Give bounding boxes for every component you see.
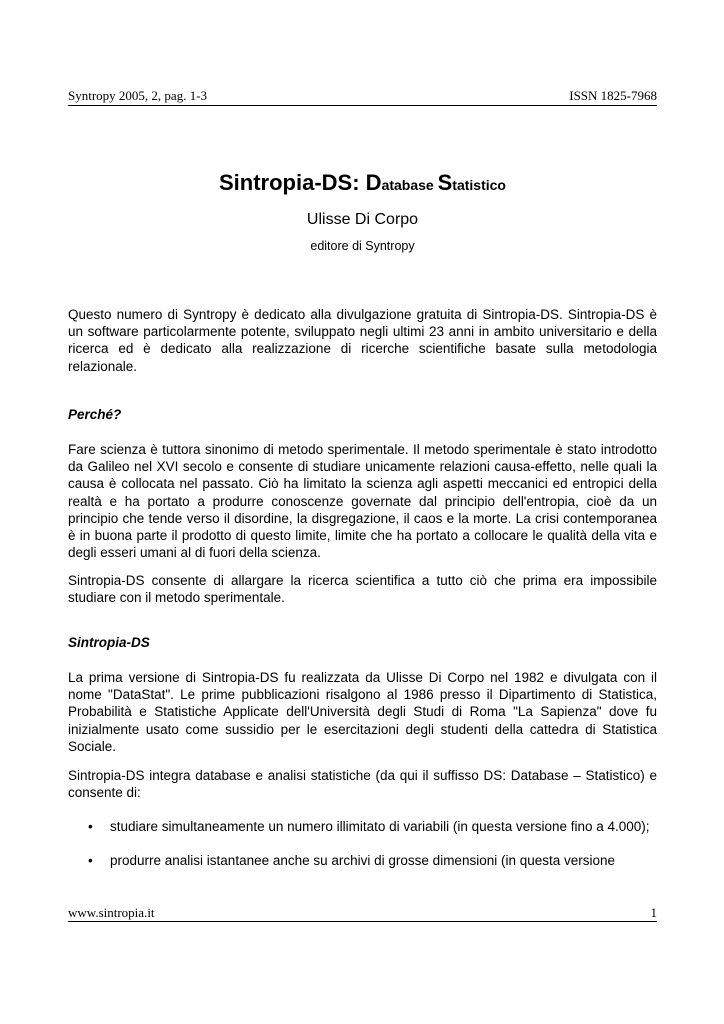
sintropia-paragraph-2: Sintropia-DS integra database e analisi statistiche (da qui il suffisso DS: Database – Statistico) e consente di: bbox=[68, 768, 657, 801]
list-item-text: studiare simultaneamente un numero illimitato di variabili (in questa versione fino a 4.000); bbox=[110, 819, 650, 834]
bullet-icon: • bbox=[88, 819, 93, 834]
page-footer bbox=[68, 905, 657, 922]
paper-title bbox=[68, 170, 657, 196]
title-s-rest: tatistico bbox=[452, 177, 506, 193]
website-url: www.sintropia.it bbox=[68, 905, 155, 920]
intro-paragraph: Questo numero di Syntropy è dedicato alla divulgazione gratuita di Sintropia-DS. Sintropia-DS è un software particolarmente potente, sviluppato negli ultimi 23 anni in ambito universitario e della ricerca ed è dedicato alla realizzazione di ricerche scientifiche basate sulla metodologia relazionale. bbox=[68, 307, 657, 374]
list-item bbox=[88, 852, 657, 869]
perche-paragraph-2: Sintropia-DS consente di allargare la ricerca scientifica a tutto ciò che prima era impossibile studiare con il metodo sperimentale. bbox=[68, 573, 657, 606]
title-s-cap: S bbox=[437, 170, 453, 195]
section-heading-perche: Perché? bbox=[68, 407, 122, 422]
list-item-text: produrre analisi istantanee anche su archivi di grosse dimensioni (in questa versione bbox=[110, 853, 616, 868]
title-d-rest: atabase bbox=[381, 177, 438, 193]
bullet-icon: • bbox=[88, 853, 93, 868]
sintropia-paragraph-1: La prima versione di Sintropia-DS fu realizzata da Ulisse Di Corpo nel 1982 e divulgata con il nome "DataStat". Le prime pubblicazioni risalgono al 1986 presso il Dipartimento di Statistica, Probabilità e Statistiche Applicate dell'Università degli Studi di Roma "La Sapienza" dove fu inizialmente usato come sussidio per le esercitazioni degli studenti della cattedra di Statistica Sociale. bbox=[68, 670, 657, 754]
title-main: Sintropia-DS: bbox=[219, 170, 366, 195]
list-item bbox=[88, 818, 657, 835]
page-number: 1 bbox=[650, 905, 657, 920]
author-affiliation: editore di Syntropy bbox=[310, 239, 415, 253]
perche-paragraph-1: Fare scienza è tuttora sinonimo di metodo sperimentale. Il metodo sperimentale è stato introdotto da Galileo nel XVI secolo e consente di studiare unicamente relazioni causa-effetto, nelle quali la causa è collocata nel passato. Ciò ha limitato la scienza agli aspetti meccanici ed entropici della realtà e ha portato a produrre conoscenze governate dal principio dell'entropia, cioè da un principio che tende verso il disordine, la disgregazione, il caos e la morte. La crisi contemporanea è in buona parte il prodotto di questo limite, limite che ha portato a collocare le qualità della vita e degli esseri umani al di fuori della scienza. bbox=[68, 442, 657, 561]
issn: ISSN 1825-7968 bbox=[569, 88, 657, 103]
author-name: Ulisse Di Corpo bbox=[306, 211, 419, 228]
section-heading-sintropia-ds: Sintropia-DS bbox=[68, 635, 150, 650]
journal-citation: Syntropy 2005, 2, pag. 1-3 bbox=[68, 88, 208, 103]
title-d-cap: D bbox=[365, 170, 382, 195]
page-header bbox=[68, 88, 657, 106]
